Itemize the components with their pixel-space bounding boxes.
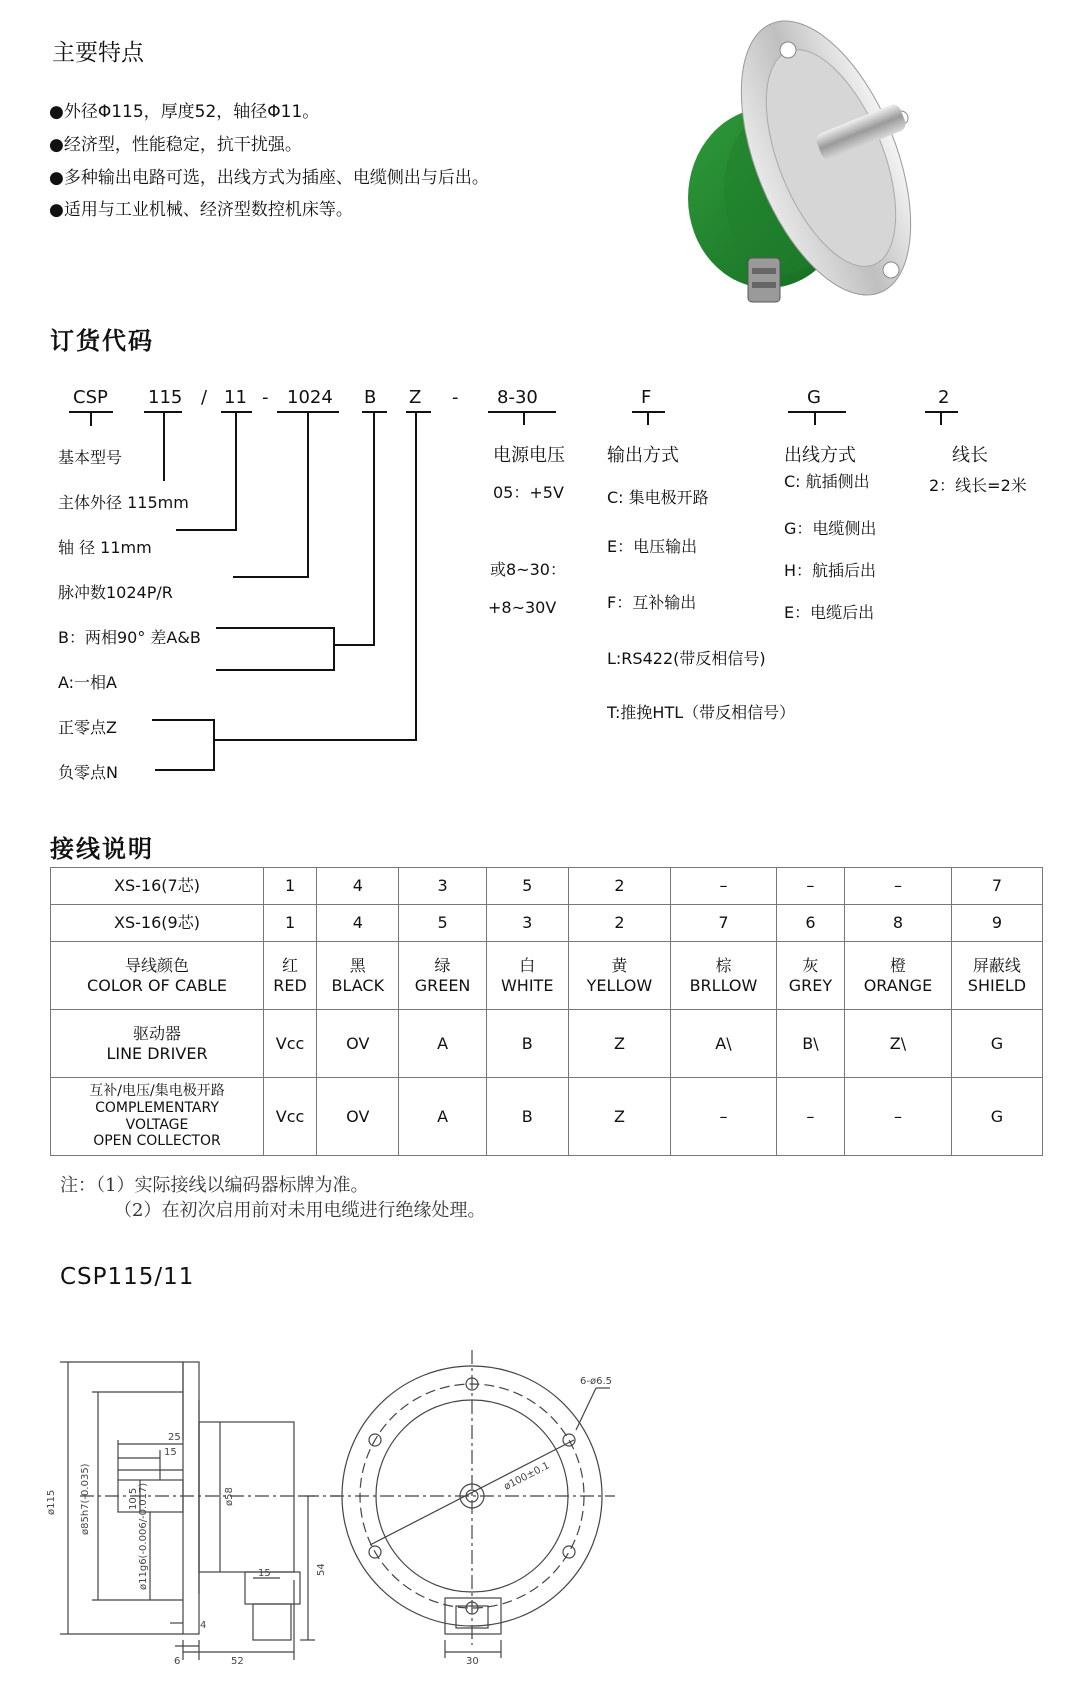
power-title: 电源电压 [493,445,565,466]
table-cell: A\ [671,1010,777,1078]
table-cell: Z [568,1010,670,1078]
wiring-table [50,867,1043,1156]
dimension-drawing [40,1340,660,1670]
output-option: L:RS422(带反相信号) [607,649,766,668]
order-code-leader-lines [0,0,1075,800]
table-cell: 8 [845,905,952,942]
table-cell: 屏蔽线 SHIELD [951,942,1042,1010]
table-cell: B\ [776,1010,844,1078]
side-view-flange [183,1362,199,1634]
length-option: 2：线长=2米 [929,476,1027,495]
table-cell: – [776,868,844,905]
table-cell: B [486,1078,568,1156]
dim-d58: ø58 [224,1487,235,1506]
length-title: 线长 [952,445,988,466]
table-cell: – [845,868,952,905]
order-title: 订货代码 [50,327,154,355]
code-voltage: 8-30 [497,387,538,408]
code-11: 11 [224,387,247,408]
dim-d11: ø11g6(-0.006/-0.017) [138,1482,149,1590]
label-shaft-diameter: 轴 径 11mm [58,538,152,557]
code-1024: 1024 [287,387,333,408]
feature-item: ●多种输出电路可选，出线方式为插座、电缆侧出与后出。 [49,168,489,188]
table-cell: 互补/电压/集电极开路 COMPLEMENTARY VOLTAGE OPEN COLLECTOR [51,1078,264,1156]
table-cell: 黑 BLACK [317,942,399,1010]
dim-4: 4 [200,1620,207,1631]
side-view-connector-end [253,1604,291,1640]
table-cell: A [399,1078,486,1156]
code-b: B [364,387,377,408]
table-cell: 5 [486,868,568,905]
feature-item: ●经济型，性能稳定，抗干扰强。 [49,135,302,155]
table-cell: XS-16(9芯) [51,905,264,942]
table-cell: G [951,1078,1042,1156]
code-csp: CSP [73,387,108,408]
table-cell: 4 [317,905,399,942]
code-dash: - [452,387,459,408]
wiring-note: （2）在初次启用前对未用电缆进行绝缘处理。 [114,1200,486,1221]
dim-holes: 6-ø6.5 [580,1376,612,1387]
output-option: E：电压输出 [607,537,698,556]
table-cell: 1 [264,868,317,905]
wiring-title: 接线说明 [50,835,154,863]
code-output: F [641,387,652,408]
power-option: +8~30V [488,598,557,617]
power-option: 05：+5V [493,483,564,502]
table-cell: 2 [568,905,670,942]
table-row [51,905,1043,942]
table-cell: 棕 BRLLOW [671,942,777,1010]
table-cell: – [671,868,777,905]
feature-item: ●适用与工业机械、经济型数控机床等。 [49,200,353,220]
output-option: F：互补输出 [607,593,697,612]
dim-10-5: 10.5 [128,1487,139,1510]
table-cell: 1 [264,905,317,942]
exit-option: E：电缆后出 [784,603,875,622]
code-dash: - [262,387,269,408]
output-option: C: 集电极开路 [607,488,709,507]
label-positive-zero: 正零点Z [58,718,117,737]
exit-title: 出线方式 [784,445,856,466]
table-cell: – [845,1078,952,1156]
table-cell: 4 [317,868,399,905]
table-cell: Z [568,1078,670,1156]
table-cell: – [671,1078,777,1156]
table-cell: 绿 GREEN [399,942,486,1010]
code-z: Z [409,387,422,408]
exit-option: C: 航插侧出 [784,472,870,491]
exit-option: H：航插后出 [784,561,877,580]
feature-item: ●外径Φ115，厚度52，轴径Φ11。 [49,102,320,122]
table-cell: 白 WHITE [486,942,568,1010]
table-cell: 9 [951,905,1042,942]
output-title: 输出方式 [607,445,679,466]
dim-25: 25 [168,1432,181,1443]
table-cell: G [951,1010,1042,1078]
table-cell: 驱动器 LINE DRIVER [51,1010,264,1078]
table-row [51,1078,1043,1156]
table-cell: OV [317,1078,399,1156]
label-outer-diameter: 主体外径 115mm [58,493,189,512]
code-slash: / [201,387,208,408]
table-cell: XS-16(7芯) [51,868,264,905]
dim-52: 52 [231,1656,244,1667]
label-pulses: 脉冲数1024P/R [58,583,173,602]
dim-pcd: ø100±0.1 [502,1460,552,1493]
table-cell: 灰 GREY [776,942,844,1010]
table-cell: 导线颜色 COLOR OF CABLE [51,942,264,1010]
table-cell: 橙 ORANGE [845,942,952,1010]
dim-30: 30 [466,1656,479,1667]
features-title: 主要特点 [52,40,144,66]
side-view-connector [245,1572,300,1604]
dim-15: 15 [164,1447,177,1458]
table-row [51,942,1043,1010]
table-row [51,868,1043,905]
dim-d115: ø115 [46,1489,57,1515]
table-cell: 2 [568,868,670,905]
dim-15b: 15 [258,1568,271,1579]
drawing-title: CSP115/11 [60,1264,195,1290]
label-base-model: 基本型号 [58,448,123,467]
code-exit: G [807,387,821,408]
table-cell: 红 RED [264,942,317,1010]
table-row [51,1010,1043,1078]
table-cell: 3 [399,868,486,905]
table-cell: 7 [951,868,1042,905]
table-cell: OV [317,1010,399,1078]
table-cell: A [399,1010,486,1078]
exit-option: G：电缆侧出 [784,519,877,538]
table-cell: 5 [399,905,486,942]
code-115: 115 [148,387,183,408]
table-cell: B [486,1010,568,1078]
side-view-body [199,1422,294,1572]
table-cell: Vcc [264,1010,317,1078]
dim-54: 54 [316,1563,327,1576]
table-cell: 3 [486,905,568,942]
wiring-note: 注：（1）实际接线以编码器标牌为准。 [60,1175,369,1196]
mounting-hole [563,1546,575,1558]
dim-6: 6 [174,1656,181,1667]
label-negative-zero: 负零点N [58,763,118,782]
table-cell: – [776,1078,844,1156]
dim-d85: ø85h7(-0.035) [80,1463,91,1535]
table-cell: Z\ [845,1010,952,1078]
code-length: 2 [938,387,950,408]
output-option: T:推挽HTL（带反相信号） [607,703,796,722]
table-cell: 黄 YELLOW [568,942,670,1010]
table-cell: 6 [776,905,844,942]
table-cell: Vcc [264,1078,317,1156]
label-two-phase: B：两相90° 差A&B [58,628,201,647]
table-cell: 7 [671,905,777,942]
power-option: 或8~30： [490,560,566,579]
label-one-phase: A:一相A [58,673,118,692]
